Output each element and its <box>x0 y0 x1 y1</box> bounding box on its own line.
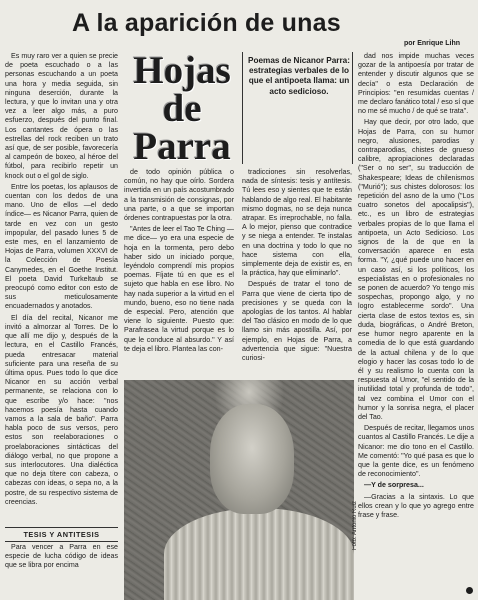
paragraph: Después de tratar el tono de Parra que viene de cierta tipo de precisiones y se queda con la apologías de los tantos. Al hablar del Tao clásico en modo de lo que llamo sin más apostilla. Así, por ejemplo, en Hojas de Parra, a advertencia que sigue: "Nuestra curiosi- <box>242 280 352 363</box>
column-d <box>358 52 474 597</box>
paragraph: de todo opinión pública o común, no hay que oírlo. Sordera invertida en un país acostumbrado a la transmisión de consignas, por una parte, o a que se importan órdenes contrapuestas por la otra. <box>124 168 234 223</box>
paragraph: El día del recital, Nicanor me invitó a almorzar al Torres. De lo que allí me dijo y, después de la lectura, en el Castillo Francés, pueda entresacar material suficiente para una reseña de su última opus. Pues todo lo que dice Nicanor en su acción verbal permanente, se relaciona con lo que escribe y/o hace: "nos hacemos poesía hasta cuando vamos a la sala de baño". Parra habla poco de sus versos, pero estos son reelaboraciones o proelaboraciones sintácticas del diálogo verbal, no que propone a sus interlocutores. Una dialéctica que no deja títere con cabeza, o cabezas con ideas, o sepa no, a la postre, de su respectivo sistema de creencias. <box>5 313 118 506</box>
paragraph: Hay que decir, por otro lado, que Hojas de Parra, con su humor negro, alusiones, parodias y contraparodias, chistes de grueso calibre, apropiaciones declaradas ("Ser o no ser", su traducción de Shakespeare; Ideas de chilenismos ("Murió"); sus chistes dolorosos: los repetición del asno de la umo ("Los cuatro sonetos del apocalipsis"), etc., es un libro de estrategias verbales propias de lo que llama el antipoeta, un Acto Sedicioso. Los signos de la de que en la conversación aparece en esta forma. "Y, ¿qué puede uno hacer en un caso así, si los políticos, los especialistas en o profesionales no se ponen de acuerdo? Yo tengo mis sospechas, propongo algo, y no logro establecerme sordo". Una cierta clase de estos textos es, sin duda, biográficas, o André Breton, ese humor negro aparente en la comedia de lo que está guardando de la actual chilena y de lo que elogio y hacer las cosas todo lo de él y su realismo lo cuenta con la respuesta al Umor, "el sentido de la inutilidad total y profunda de todo", tal vez combina el Umor con el humor y la sonrisa negra, el placer del Tao. <box>358 118 474 421</box>
photo-credit: Foto: Antonio Ruiz <box>352 500 358 550</box>
paragraph: Entre los poetas, los aplausos de cuentan con los dedos de una mano. Uno de ellos —el dedo índice— es Nicanor Parra, quien de tarde en vez con un gesto impopular, del pasado lunes 5 de este mes, en el lanzamiento de Hojas de Parra, volumen XXXVI de la Colección de Poesía Canymedes, en el Goethe Institut. El poeta David Turkeltaub se preocupó como editor con esto de sus meticulosamente encuadernados y anotados. <box>5 182 118 311</box>
byline: por Enrique Lihn <box>404 40 460 47</box>
deck: Poemas de Nicanor Parra: estrategias verbales de lo que el antipoeta llama: un acto sedicioso. <box>248 56 350 96</box>
subhead: TESIS Y ANTITESIS <box>5 527 118 542</box>
interview-subhead: —Y de sorpresa... <box>364 481 424 490</box>
kicker-title: Hojas de Parra <box>133 49 231 168</box>
headline: A la aparición de unas <box>72 9 341 37</box>
paragraph: dad nos impide muchas veces gozar de la antipoesía por tratar de entender y discutir algunos que se decía" o esta Declaración de Principios: "en resumidas cuentas / me declaro fanático total / eso sí que no me sé mucho / de qué se trata". <box>358 52 474 116</box>
paragraph: Para vencer a Parra en ese especie de lucha código de ideas que se libra por encima <box>5 543 118 570</box>
paragraph: tradicciones sin resolverlas, nada de síntesis: tesis y antítesis. Tú lees eso y sientes que te están hablando de algo real. El habitante mismo dogmas, no se deja nunca atrapar. Es irreprochable, no falla. A lo mejor, pienso que contradice y se niega a entender. Te instalas en una doctrina y todo lo que no hace sistema con ella, simplemente deja de existir es, en la práctica, hay que eliminarlo". <box>242 168 352 278</box>
paragraph: Es muy raro ver a quien se precie de poeta escuchado o a las personas escuchando a un poeta una hora y media seguida, sin ninguna deserción, durante la lectura, y que lo invitan una y otra vez a leer algo más, a puro esfuerzo, después del punto final. Los cantantes de ópera o las estrellas del rock reciben un trato así que, de ser posible, favorecería al campeón de boxeo, al héroe del fútbol, para recibirlo repetir un knock out o el gol de siglo. <box>5 52 118 180</box>
column-a-continued <box>5 543 118 597</box>
paragraph: —Gracias a la sintaxis. Lo que ellos crean y lo que yo agrego entre frase y frase. <box>358 492 474 519</box>
paragraph: "Antes de leer el Tao Te Ching —me dice— yo era una especie de hoja en la tormenta, pero debo haber sido un iniciado porque, leyéndolo comprendí mis propios poemas. Fíjate tú en que es el sujeto que habla en ese libro. No hay nada superior a la virtud en el mundo, bueno, eso no tiene nada de especial. Pero, atención que viene lo siguiente. Puesto que: Parafrasea la virtud porque es lo que le conduce al absurdo." Y así te deja el libro. Plantea las con- <box>124 225 234 353</box>
photo-sweater <box>164 508 354 600</box>
deck-box <box>246 52 353 164</box>
column-b <box>124 168 234 368</box>
column-c <box>242 168 352 368</box>
portrait-photo <box>124 380 354 600</box>
column-a <box>5 52 118 597</box>
kicker-box <box>122 49 243 168</box>
photo-face <box>210 404 294 514</box>
paragraph: Después de recitar, llegamos unos cuantos al Castillo Francés. Le dije a Nicanor: me dio tono en el Castillo. Me comentó: "Yo qué pasa es que lo que la gente dice, es un fenómeno de reconocimiento". <box>358 424 474 479</box>
end-mark-icon <box>466 587 473 594</box>
